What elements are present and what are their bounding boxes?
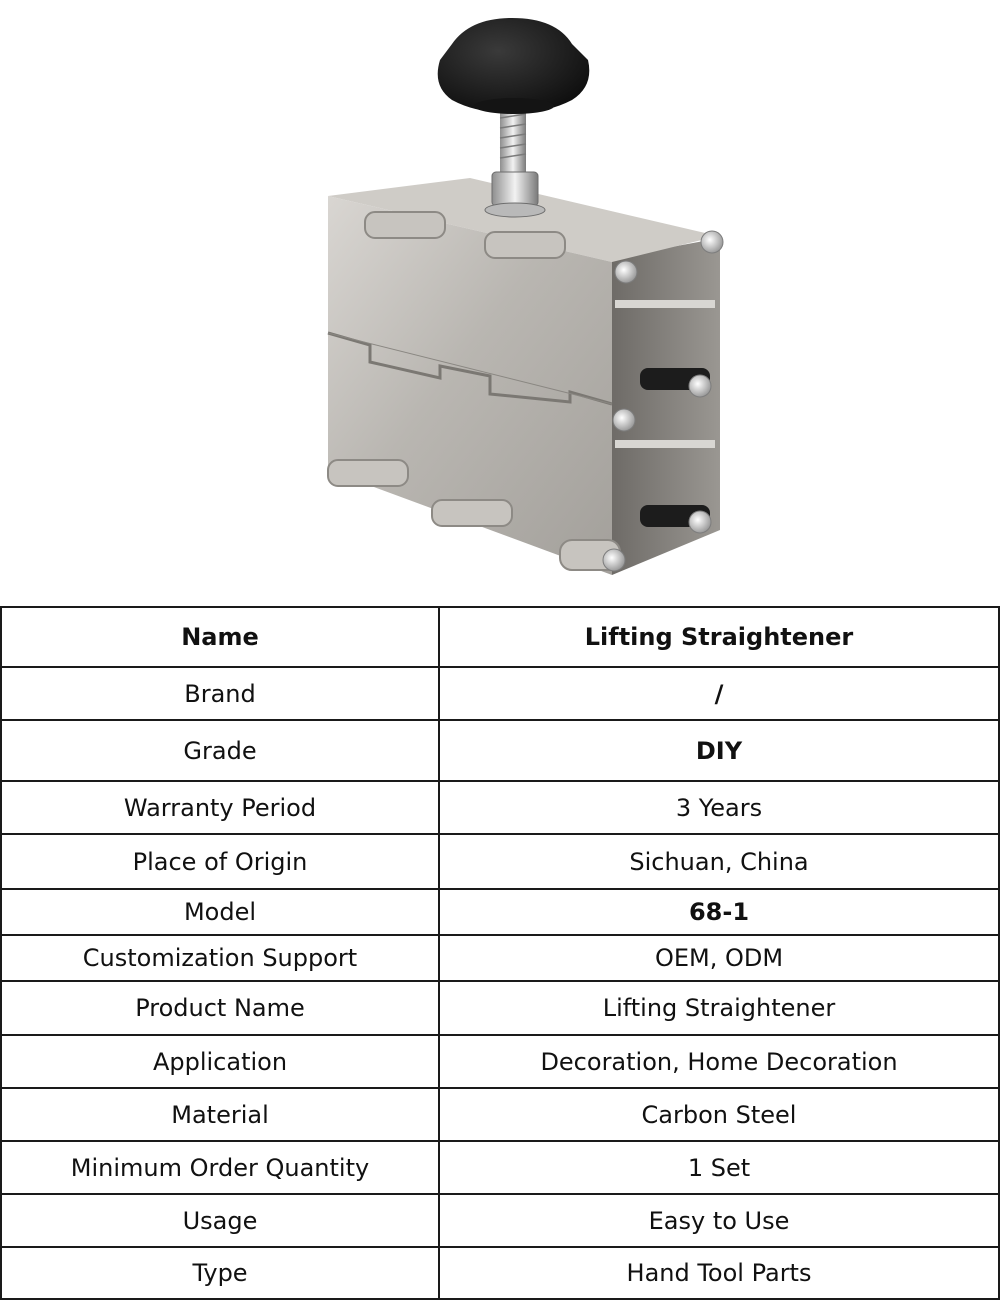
spec-value: Hand Tool Parts — [439, 1247, 999, 1299]
spec-value: Lifting Straightener — [439, 607, 999, 667]
spec-label: Type — [1, 1247, 439, 1299]
spec-value: OEM, ODM — [439, 935, 999, 981]
table-row — [1, 1088, 999, 1141]
spec-value: Decoration, Home Decoration — [439, 1035, 999, 1088]
table-row — [1, 720, 999, 781]
table-row — [1, 781, 999, 834]
spec-label: Model — [1, 889, 439, 935]
spec-label: Customization Support — [1, 935, 439, 981]
spec-label: Warranty Period — [1, 781, 439, 834]
table-row — [1, 1247, 999, 1299]
spec-label: Brand — [1, 667, 439, 720]
spec-label: Application — [1, 1035, 439, 1088]
spec-label: Material — [1, 1088, 439, 1141]
spec-label: Place of Origin — [1, 834, 439, 889]
spec-value: 68-1 — [439, 889, 999, 935]
spec-value: Lifting Straightener — [439, 981, 999, 1035]
spec-table — [0, 606, 1000, 1300]
table-row — [1, 1141, 999, 1194]
spec-label: Minimum Order Quantity — [1, 1141, 439, 1194]
spec-label: Product Name — [1, 981, 439, 1035]
table-row — [1, 834, 999, 889]
table-row — [1, 981, 999, 1035]
spec-value: DIY — [439, 720, 999, 781]
table-row — [1, 667, 999, 720]
spec-value: Sichuan, China — [439, 834, 999, 889]
spec-value: Carbon Steel — [439, 1088, 999, 1141]
spec-label: Grade — [1, 720, 439, 781]
table-row — [1, 607, 999, 667]
product-image — [0, 0, 1000, 606]
spec-value: 3 Years — [439, 781, 999, 834]
table-row — [1, 889, 999, 935]
spec-value: Easy to Use — [439, 1194, 999, 1247]
table-row — [1, 935, 999, 981]
spec-label: Usage — [1, 1194, 439, 1247]
table-row — [1, 1194, 999, 1247]
table-row — [1, 1035, 999, 1088]
spec-value: / — [439, 667, 999, 720]
spec-value: 1 Set — [439, 1141, 999, 1194]
spec-label: Name — [1, 607, 439, 667]
